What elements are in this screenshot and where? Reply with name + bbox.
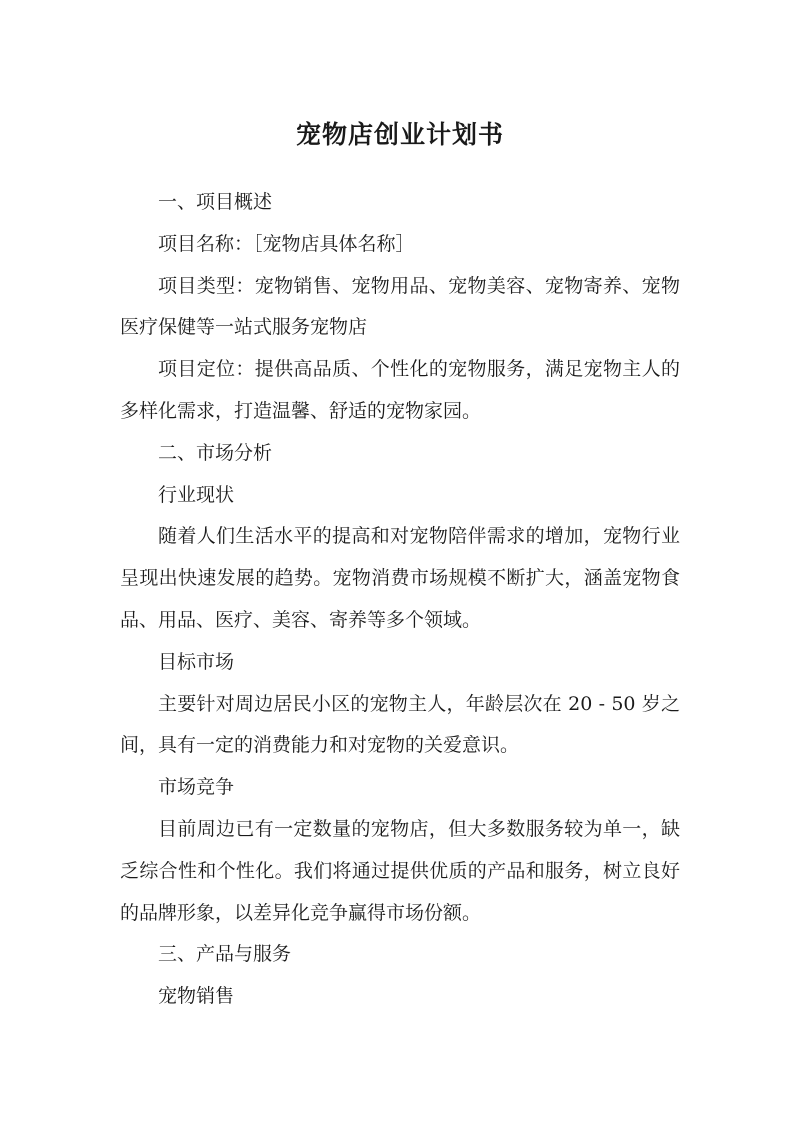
section-heading-overview: 一、项目概述	[158, 191, 273, 213]
project-type: 项目类型：宠物销售、宠物用品、宠物美容、宠物寄养、宠物医疗保健等一站式服务宠物店	[120, 274, 680, 339]
subheading-target-market: 目标市场	[158, 650, 235, 673]
document-title: 宠物店创业计划书	[295, 119, 504, 149]
section-heading-market: 二、市场分析	[158, 441, 273, 464]
project-name: 项目名称：［宠物店具体名称］	[158, 232, 415, 255]
document-body	[120, 182, 680, 1018]
industry-status-text: 随着人们生活水平的提高和对宠物陪伴需求的增加，宠物行业呈现出快速发展的趋势。宠物消费市场规模不断扩大，涵盖宠物食品、用品、医疗、美容、寄养等多个领域。	[120, 525, 680, 631]
project-positioning: 项目定位：提供高品质、个性化的宠物服务，满足宠物主人的多样化需求，打造温馨、舒适的宠物家园。	[120, 358, 680, 422]
subheading-competition: 市场竞争	[158, 776, 235, 799]
target-market-text: 主要针对周边居民小区的宠物主人，年龄层次在 20 - 50 岁之间，具有一定的消费能力和对宠物的关爱意识。	[120, 692, 680, 757]
section-heading-products: 三、产品与服务	[158, 943, 292, 966]
competition-text: 目前周边已有一定数量的宠物店，但大多数服务较为单一，缺乏综合性和个性化。我们将通过提供优质的产品和服务，树立良好的品牌形象，以差异化竞争赢得市场份额。	[120, 817, 680, 924]
subheading-industry-status: 行业现状	[158, 483, 235, 506]
subheading-pet-sales: 宠物销售	[158, 985, 235, 1008]
